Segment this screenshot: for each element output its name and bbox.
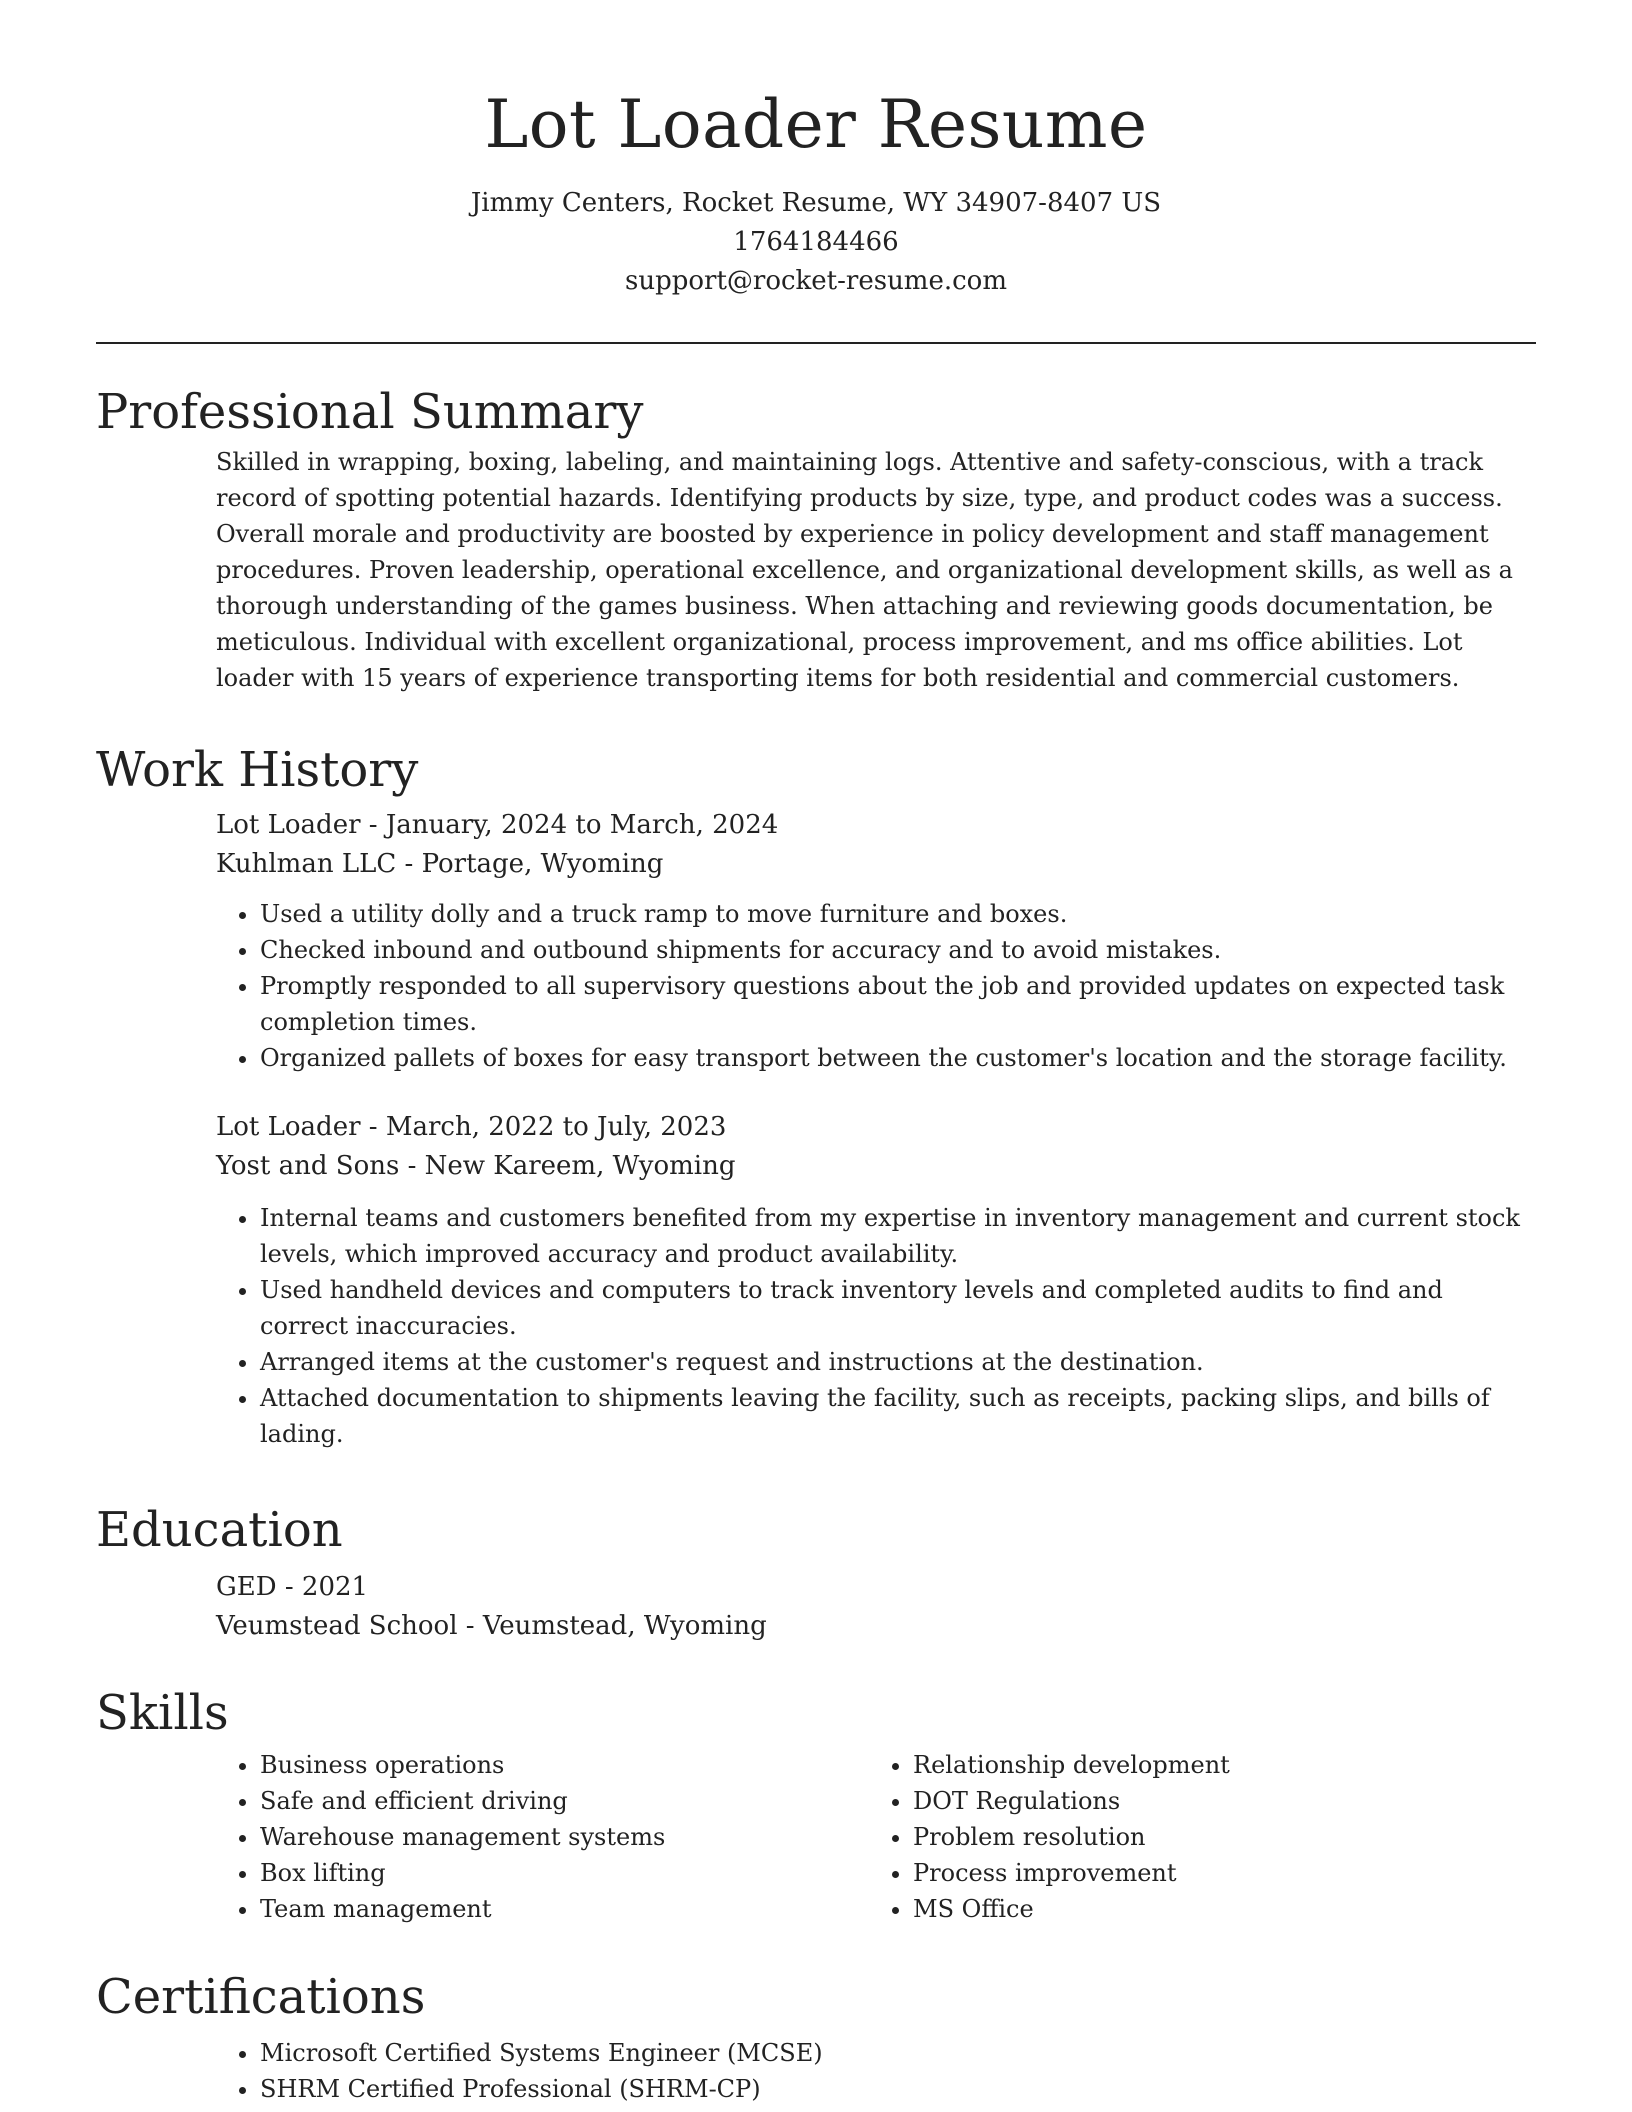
list-item: • Internal teams and customers benefited from my expertise in inventory management and current stock levels, which improved accuracy and product availability. [260, 1200, 1522, 1272]
education-school: Veumstead School [216, 1611, 458, 1641]
list-item: • Used handheld devices and computers to track inventory levels and completed audits to find and correct inaccuracies. [260, 1272, 1522, 1344]
job-dates: - January, 2024 to March, 2024 [360, 810, 779, 840]
contact-address: Jimmy Centers, Rocket Resume, WY 34907-8407 US [470, 188, 1162, 218]
summary-heading: Professional Summary [96, 384, 644, 440]
list-item: • SHRM Certified Professional (SHRM-CP) [260, 2071, 1522, 2107]
list-item: • Business operations [260, 1747, 869, 1783]
job-location: - New Kareem, Wyoming [399, 1151, 736, 1181]
job-location: - Portage, Wyoming [396, 849, 664, 879]
list-item: • Attached documentation to shipments leaving the facility, such as receipts, packing slips, and bills of lading. [260, 1380, 1522, 1452]
education-year: - 2021 [276, 1572, 369, 1602]
job-company: Kuhlman LLC [216, 849, 397, 879]
skills-section [96, 1683, 1536, 1927]
education-location: - Veumstead, Wyoming [457, 1611, 767, 1641]
education-heading: Education [96, 1502, 343, 1558]
work-section [96, 740, 1536, 1452]
list-item: • Problem resolution [913, 1819, 1522, 1855]
skills-columns [216, 1747, 1522, 1927]
summary-body [216, 444, 1522, 696]
list-item: • Box lifting [260, 1855, 869, 1891]
job-bullets [216, 1200, 1522, 1452]
list-item: • Used a utility dolly and a truck ramp to move furniture and boxes. [260, 896, 1522, 932]
list-item: • Team management [260, 1891, 869, 1927]
list-item: • Checked inbound and outbound shipments for accuracy and to avoid mistakes. [260, 932, 1522, 968]
education-school-line [216, 1607, 1522, 1646]
job-company-line [216, 1147, 1522, 1186]
certifications-body [216, 2035, 1522, 2107]
job-dates: - March, 2022 to July, 2023 [360, 1112, 727, 1142]
list-item: • DOT Regulations [913, 1783, 1522, 1819]
job-company: Yost and Sons [216, 1151, 400, 1181]
resume-header [96, 80, 1536, 301]
list-item: • Arranged items at the customer's request and instructions at the destination. [260, 1344, 1522, 1380]
job-bullets [216, 896, 1522, 1076]
education-degree: GED [216, 1572, 277, 1602]
header-divider [96, 342, 1536, 344]
list-item: • Microsoft Certified Systems Engineer (MCSE) [260, 2035, 1522, 2071]
skills-body [216, 1747, 1522, 1927]
list-item: • Process improvement [913, 1855, 1522, 1891]
work-heading: Work History [96, 742, 419, 798]
summary-text: Skilled in wrapping, boxing, labeling, and maintaining logs. Attentive and safety-conscious, with a track record of spotting potential hazards. Identifying products by size, type, and product codes was a success. Overall morale and productivity are boosted by experience in policy development and staff management procedures. Proven leadership, operational excellence, and organizational development skills, as well as a thorough understanding of the games business. When attaching and reviewing goods documentation, be meticulous. Individual with excellent organizational, process improvement, and ms office abilities. Lot loader with 15 years of experience transporting items for both residential and commercial customers. [216, 448, 1513, 692]
contact-phone: 1764184466 [733, 227, 899, 257]
skills-list-left [216, 1747, 869, 1927]
education-section [96, 1500, 1536, 1646]
education-degree-line [216, 1568, 1522, 1607]
list-item: • Warehouse management systems [260, 1819, 869, 1855]
list-item: • MS Office [913, 1891, 1522, 1927]
skills-list-right [869, 1747, 1522, 1927]
summary-section [96, 382, 1536, 696]
job-entry [216, 1108, 1522, 1452]
education-entry [216, 1568, 1522, 1646]
certifications-list [216, 2035, 1522, 2107]
job-entry [216, 806, 1522, 1076]
list-item: • Relationship development [913, 1747, 1522, 1783]
certifications-heading: Certifications [96, 1969, 426, 2025]
job-company-line [216, 845, 1522, 884]
skills-heading: Skills [96, 1685, 229, 1741]
job-title-line [216, 806, 1522, 845]
list-item: • Organized pallets of boxes for easy transport between the customer's location and the storage facility. [260, 1040, 1522, 1076]
contact-email: support@rocket-resume.com [624, 266, 1007, 296]
job-title: Lot Loader [216, 810, 361, 840]
list-item: • Promptly responded to all supervisory questions about the job and provided updates on expected task completion times. [260, 968, 1522, 1040]
certifications-section [96, 1967, 1536, 2107]
job-title-line [216, 1108, 1522, 1147]
job-title: Lot Loader [216, 1112, 361, 1142]
list-item: • Safe and efficient driving [260, 1783, 869, 1819]
resume-title: Lot Loader Resume [484, 86, 1148, 163]
